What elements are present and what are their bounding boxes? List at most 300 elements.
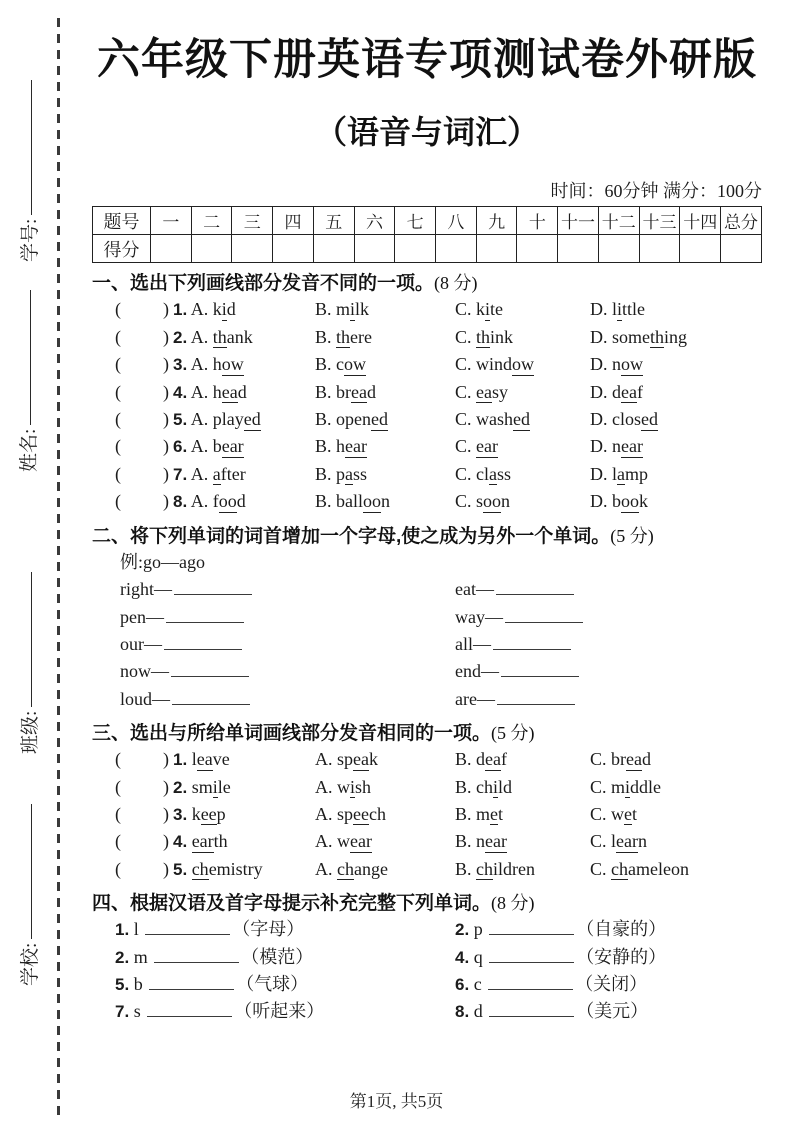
question-row bbox=[92, 406, 762, 433]
option-cell bbox=[315, 801, 455, 828]
class-blank[interactable] bbox=[30, 572, 32, 707]
answer-bracket[interactable]: ( ) bbox=[115, 326, 169, 347]
score-table-score-row bbox=[93, 235, 762, 263]
underlined-letters: ch bbox=[337, 858, 354, 879]
question-number: 5. bbox=[173, 859, 188, 879]
option-word: deaf bbox=[612, 381, 643, 402]
answer-blank[interactable] bbox=[147, 1014, 232, 1017]
underlined-letters: ch bbox=[611, 858, 629, 879]
option-cell bbox=[455, 461, 590, 488]
stem-word: keep bbox=[191, 803, 226, 824]
option-cell bbox=[590, 296, 762, 323]
option-D: D. book bbox=[590, 491, 648, 512]
option-word: book bbox=[612, 491, 648, 512]
word-prompt-cell bbox=[120, 576, 455, 603]
answer-blank[interactable] bbox=[489, 932, 574, 935]
option-cell bbox=[455, 856, 590, 883]
option-word: bread bbox=[336, 381, 376, 402]
question-number: 2. bbox=[455, 920, 470, 940]
question-stem-cell bbox=[115, 324, 315, 351]
answer-blank[interactable] bbox=[489, 960, 574, 963]
score-cell[interactable] bbox=[721, 235, 762, 263]
section-1-heading bbox=[92, 271, 762, 296]
section-2-heading-text: 二、将下列单词的词首增加一个字母,使之成为另外一个单词。 bbox=[92, 525, 611, 547]
score-table-question-cell: 三 bbox=[232, 207, 273, 235]
option-C: C. window bbox=[455, 354, 535, 375]
score-table-question-cell: 八 bbox=[436, 207, 477, 235]
fill-word-item: 2. p （自豪的） bbox=[455, 919, 667, 940]
option-word: bear bbox=[212, 436, 244, 457]
option-C: C. think bbox=[455, 326, 514, 347]
question-stem-cell bbox=[115, 433, 315, 460]
question-stem-cell bbox=[115, 746, 315, 773]
fill-word-row bbox=[92, 971, 762, 998]
question-number: 4. bbox=[173, 832, 188, 852]
score-table-question-cell: 十四 bbox=[680, 207, 721, 235]
word-pair-row bbox=[92, 658, 762, 685]
answer-bracket[interactable]: ( ) bbox=[115, 463, 169, 484]
option-cell bbox=[590, 801, 762, 828]
option-B: B. child bbox=[455, 776, 513, 797]
option-cell bbox=[315, 856, 455, 883]
score-table bbox=[92, 206, 762, 263]
question-number: 2. bbox=[115, 947, 130, 967]
question-stem-cell bbox=[115, 801, 315, 828]
option-cell bbox=[315, 828, 455, 855]
option-A: A. bear bbox=[190, 436, 244, 457]
answer-blank[interactable] bbox=[496, 592, 574, 595]
underlined-letters: ed bbox=[371, 409, 389, 430]
question-stem-cell bbox=[115, 351, 315, 378]
underlined-letters: ow bbox=[621, 354, 643, 375]
answer-blank[interactable] bbox=[154, 960, 239, 963]
option-word: something bbox=[612, 326, 688, 347]
score-table-question-cell: 一 bbox=[151, 207, 192, 235]
option-D: D. little bbox=[590, 299, 646, 320]
word-prompt-cell bbox=[455, 658, 581, 685]
question-number: 2. bbox=[173, 327, 188, 347]
question-number: 8. bbox=[455, 1002, 470, 1022]
answer-bracket[interactable]: ( ) bbox=[115, 354, 169, 375]
score-table-question-cell: 总分 bbox=[721, 207, 762, 235]
underlined-letters: ow bbox=[344, 354, 367, 375]
question-stem-cell bbox=[115, 406, 315, 433]
word-prompt-cell bbox=[455, 576, 576, 603]
option-cell bbox=[590, 774, 762, 801]
option-cell bbox=[315, 461, 455, 488]
score-cell[interactable] bbox=[313, 235, 354, 263]
score-cell[interactable] bbox=[232, 235, 273, 263]
option-B: B. bread bbox=[315, 381, 376, 402]
option-word: head bbox=[212, 381, 247, 402]
score-cell[interactable] bbox=[354, 235, 395, 263]
answer-blank[interactable] bbox=[505, 620, 583, 623]
option-D: D. something bbox=[590, 326, 688, 347]
option-A: A. head bbox=[190, 381, 247, 402]
underlined-letters: i bbox=[350, 299, 356, 320]
option-word: window bbox=[476, 354, 535, 375]
score-table-question-cell: 七 bbox=[395, 207, 436, 235]
question-stem-cell bbox=[115, 774, 315, 801]
underlined-letters: i bbox=[485, 299, 491, 320]
word-prompt: loud— bbox=[120, 688, 171, 709]
underlined-letters: ear bbox=[616, 831, 639, 852]
question-stem-cell bbox=[115, 856, 315, 883]
chinese-hint: （美元） bbox=[576, 1001, 649, 1022]
student-name-label: 姓名: bbox=[18, 428, 40, 472]
word-prompt-cell bbox=[120, 686, 455, 713]
underlined-letters: ow bbox=[221, 354, 244, 375]
score-table-question-row bbox=[93, 207, 762, 235]
answer-bracket[interactable]: ( ) bbox=[115, 776, 169, 797]
option-word: bread bbox=[611, 749, 651, 770]
underlined-letters: ch bbox=[476, 858, 494, 879]
score-table-question-cell: 十二 bbox=[598, 207, 639, 235]
option-C: C. class bbox=[455, 463, 512, 484]
score-cell[interactable] bbox=[680, 235, 721, 263]
score-cell[interactable] bbox=[191, 235, 232, 263]
score-cell[interactable] bbox=[395, 235, 436, 263]
underlined-letters: ea bbox=[626, 749, 642, 770]
option-word: learn bbox=[611, 831, 648, 852]
word-pair-row bbox=[92, 686, 762, 713]
option-cell bbox=[455, 746, 590, 773]
option-cell bbox=[455, 488, 590, 515]
option-word: hear bbox=[336, 436, 367, 457]
option-word: wish bbox=[337, 776, 372, 797]
fill-word-item: 6. c （关闭） bbox=[455, 973, 648, 994]
answer-blank[interactable] bbox=[488, 987, 573, 990]
underlined-letters: ear bbox=[476, 436, 498, 457]
option-word: met bbox=[476, 803, 504, 824]
word-prompt: are— bbox=[455, 688, 495, 709]
option-cell bbox=[455, 379, 590, 406]
word-prompt-cell bbox=[455, 631, 573, 658]
page-subtitle: （语音与词汇） bbox=[314, 114, 539, 151]
underlined-letters: oo bbox=[621, 491, 639, 512]
question-stem-cell bbox=[115, 488, 315, 515]
student-id-label: 学号: bbox=[19, 218, 41, 262]
question-row bbox=[92, 774, 762, 801]
question-row bbox=[92, 801, 762, 828]
section-3-heading bbox=[92, 721, 762, 746]
option-D: D. now bbox=[590, 354, 643, 375]
section-1-points: (8 分) bbox=[434, 273, 478, 294]
question-row bbox=[92, 433, 762, 460]
section-3 bbox=[92, 721, 762, 883]
answer-blank[interactable] bbox=[145, 932, 230, 935]
option-A: A. played bbox=[190, 409, 261, 430]
underlined-letters: ee bbox=[353, 803, 369, 824]
option-cell bbox=[455, 828, 590, 855]
underlined-letters: ea bbox=[476, 381, 492, 402]
option-cell bbox=[590, 746, 762, 773]
score-table-header-cell: 得分 bbox=[93, 235, 151, 263]
option-word: chameleon bbox=[611, 858, 689, 879]
question-row bbox=[92, 296, 762, 323]
score-table-question-cell: 四 bbox=[273, 207, 314, 235]
answer-bracket[interactable]: ( ) bbox=[115, 381, 169, 402]
option-cell bbox=[455, 433, 590, 460]
word-prompt-cell bbox=[120, 658, 455, 685]
question-row bbox=[92, 379, 762, 406]
score-table-question-cell: 五 bbox=[313, 207, 354, 235]
word-prompt: now— bbox=[120, 661, 169, 682]
stem-word: earth bbox=[191, 831, 228, 852]
option-A: A. wear bbox=[315, 831, 372, 852]
underlined-letters: ear bbox=[485, 831, 507, 852]
option-C: C. easy bbox=[455, 381, 509, 402]
option-cell bbox=[590, 856, 762, 883]
school-label: 学校: bbox=[19, 942, 41, 986]
question-number: 1. bbox=[173, 300, 188, 320]
answer-bracket[interactable]: ( ) bbox=[115, 409, 169, 430]
underlined-letters: i bbox=[212, 776, 218, 797]
section-1-heading-text: 一、选出下列画线部分发音不同的一项。 bbox=[92, 273, 435, 295]
score-cell[interactable] bbox=[476, 235, 517, 263]
option-word: deaf bbox=[476, 749, 507, 770]
score-table-question-cell: 六 bbox=[354, 207, 395, 235]
section-2-points: (5 分) bbox=[610, 525, 654, 546]
option-D: D. closed bbox=[590, 409, 658, 430]
underlined-letters: ed bbox=[243, 409, 261, 430]
question-stem-cell bbox=[115, 461, 315, 488]
option-word: child bbox=[476, 776, 513, 797]
fill-word-item: 2. m （模范） bbox=[115, 946, 314, 967]
word-prompt: right— bbox=[120, 579, 172, 600]
option-D: D. deaf bbox=[590, 381, 643, 402]
underlined-letters: ear bbox=[191, 831, 214, 852]
underlined-letters: ea bbox=[351, 381, 367, 402]
option-A: A. wish bbox=[315, 776, 372, 797]
chinese-hint: （字母） bbox=[232, 919, 305, 940]
word-prompt: all— bbox=[455, 633, 491, 654]
answer-blank[interactable] bbox=[172, 702, 250, 705]
option-word: speak bbox=[337, 749, 378, 770]
option-word: opened bbox=[336, 409, 389, 430]
option-word: thank bbox=[212, 326, 253, 347]
section-1 bbox=[92, 271, 762, 515]
option-cell bbox=[455, 801, 590, 828]
underlined-letters: ear bbox=[621, 436, 643, 457]
underlined-letters: ee bbox=[200, 803, 217, 824]
question-number: 7. bbox=[173, 464, 188, 484]
option-A: A. thank bbox=[190, 326, 253, 347]
option-B: B. deaf bbox=[455, 749, 507, 770]
score-cell[interactable] bbox=[151, 235, 192, 263]
option-cell bbox=[315, 324, 455, 351]
word-prompt: pen— bbox=[120, 606, 164, 627]
answer-bracket[interactable]: ( ) bbox=[115, 299, 169, 320]
word-pair-row bbox=[92, 631, 762, 658]
option-C: C. chameleon bbox=[590, 858, 689, 879]
section-3-heading-text: 三、选出与所给单词画线部分发音相同的一项。 bbox=[92, 723, 492, 745]
answer-bracket[interactable]: ( ) bbox=[115, 803, 169, 824]
option-word: washed bbox=[476, 409, 531, 430]
option-word: pass bbox=[336, 463, 368, 484]
option-D: D. lamp bbox=[590, 463, 649, 484]
answer-bracket[interactable]: ( ) bbox=[115, 491, 169, 512]
option-cell bbox=[455, 296, 590, 323]
score-table-question-cell: 十 bbox=[517, 207, 558, 235]
score-cell[interactable] bbox=[639, 235, 680, 263]
stem-word: chemistry bbox=[191, 858, 263, 879]
answer-bracket[interactable]: ( ) bbox=[115, 749, 169, 770]
option-word: after bbox=[212, 463, 246, 484]
option-C: C. bread bbox=[590, 749, 651, 770]
answer-blank[interactable] bbox=[501, 674, 579, 677]
question-number: 4. bbox=[455, 947, 470, 967]
word-prompt-cell bbox=[455, 686, 577, 713]
student-id-blank[interactable] bbox=[30, 80, 32, 215]
score-cell[interactable] bbox=[517, 235, 558, 263]
score-table-question-cell: 十三 bbox=[639, 207, 680, 235]
option-C: C. ear bbox=[455, 436, 498, 457]
underlined-letters: oo bbox=[483, 491, 502, 512]
score-table-question-cell: 二 bbox=[191, 207, 232, 235]
option-B: B. pass bbox=[315, 463, 368, 484]
option-A: A. food bbox=[190, 491, 246, 512]
option-word: change bbox=[337, 858, 388, 879]
answer-bracket[interactable]: ( ) bbox=[115, 858, 169, 879]
option-cell bbox=[455, 324, 590, 351]
fill-word-row bbox=[92, 916, 762, 943]
option-cell bbox=[590, 433, 762, 460]
answer-blank[interactable] bbox=[166, 620, 244, 623]
underlined-letters: a bbox=[489, 463, 498, 484]
underlined-letters: th bbox=[336, 326, 351, 347]
option-word: milk bbox=[336, 299, 370, 320]
chinese-hint: （自豪的） bbox=[576, 919, 667, 940]
answer-blank[interactable] bbox=[149, 987, 234, 990]
student-id-field bbox=[10, 80, 46, 262]
option-word: kite bbox=[476, 299, 504, 320]
word-prompt: way— bbox=[455, 606, 503, 627]
option-B: B. milk bbox=[315, 299, 370, 320]
option-cell bbox=[315, 746, 455, 773]
chinese-hint: （模范） bbox=[241, 946, 314, 967]
section-4-heading bbox=[92, 891, 762, 916]
answer-blank[interactable] bbox=[493, 647, 571, 650]
chinese-hint: （安静的） bbox=[576, 946, 667, 967]
word-prompt-cell bbox=[455, 604, 585, 631]
question-number: 4. bbox=[173, 382, 188, 402]
option-cell bbox=[315, 351, 455, 378]
option-word: middle bbox=[611, 776, 662, 797]
school-field bbox=[10, 804, 46, 986]
underlined-letters: oo bbox=[363, 491, 382, 512]
option-cell bbox=[315, 488, 455, 515]
school-blank[interactable] bbox=[30, 804, 32, 939]
answer-bracket[interactable]: ( ) bbox=[115, 831, 169, 852]
question-stem-cell bbox=[115, 296, 315, 323]
option-cell bbox=[455, 406, 590, 433]
option-word: soon bbox=[476, 491, 511, 512]
fill-word-item: 1. l （字母） bbox=[115, 919, 305, 940]
underlined-letters: i bbox=[493, 776, 499, 797]
question-number: 2. bbox=[173, 777, 188, 797]
answer-blank[interactable] bbox=[489, 1014, 574, 1017]
score-cell[interactable] bbox=[436, 235, 477, 263]
question-row bbox=[92, 828, 762, 855]
option-B: B. cow bbox=[315, 354, 367, 375]
section-4-points: (8 分) bbox=[491, 893, 535, 914]
answer-blank[interactable] bbox=[174, 592, 252, 595]
underlined-letters: a bbox=[212, 463, 221, 484]
score-cell[interactable] bbox=[598, 235, 639, 263]
answer-blank[interactable] bbox=[171, 674, 249, 677]
underlined-letters: ed bbox=[641, 409, 658, 430]
option-B: B. children bbox=[455, 858, 536, 879]
option-C: C. washed bbox=[455, 409, 531, 430]
answer-blank[interactable] bbox=[497, 702, 575, 705]
word-prompt: end— bbox=[455, 661, 499, 682]
question-number: 8. bbox=[173, 492, 188, 512]
option-A: A. speak bbox=[315, 749, 378, 770]
option-word: near bbox=[612, 436, 643, 457]
option-cell bbox=[590, 324, 762, 351]
page-number: 第1页, 共5页 bbox=[349, 1092, 444, 1111]
score-cell[interactable] bbox=[558, 235, 599, 263]
underlined-letters: th bbox=[650, 326, 665, 347]
option-A: A. change bbox=[315, 858, 388, 879]
option-word: speech bbox=[337, 803, 386, 824]
section-2-example: 例:go—ago bbox=[120, 551, 205, 572]
option-C: C. learn bbox=[590, 831, 648, 852]
question-stem-cell bbox=[115, 828, 315, 855]
fill-word-item: 7. s （听起来） bbox=[115, 1001, 325, 1022]
question-number: 6. bbox=[455, 974, 470, 994]
option-cell bbox=[455, 774, 590, 801]
question-row bbox=[92, 324, 762, 351]
underlined-letters: oo bbox=[218, 491, 237, 512]
score-cell[interactable] bbox=[273, 235, 314, 263]
option-cell bbox=[315, 433, 455, 460]
stem-word: leave bbox=[191, 749, 230, 770]
underlined-letters: ow bbox=[512, 354, 535, 375]
question-number: 3. bbox=[173, 804, 188, 824]
underlined-letters: ea bbox=[353, 749, 369, 770]
option-word: closed bbox=[612, 409, 658, 430]
answer-blank[interactable] bbox=[164, 647, 242, 650]
option-cell bbox=[590, 461, 762, 488]
option-cell bbox=[315, 296, 455, 323]
word-pair-row bbox=[92, 604, 762, 631]
student-name-blank[interactable] bbox=[29, 290, 31, 425]
option-B: B. balloon bbox=[315, 491, 391, 512]
option-C: C. wet bbox=[590, 803, 638, 824]
option-word: lamp bbox=[612, 463, 649, 484]
chinese-hint: （气球） bbox=[236, 973, 309, 994]
underlined-letters: i bbox=[350, 776, 356, 797]
option-D: D. near bbox=[590, 436, 643, 457]
option-B: B. near bbox=[455, 831, 507, 852]
answer-bracket[interactable]: ( ) bbox=[115, 436, 169, 457]
option-cell bbox=[590, 406, 762, 433]
fill-word-row bbox=[92, 998, 762, 1025]
option-cell bbox=[455, 351, 590, 378]
underlined-letters: ed bbox=[513, 409, 531, 430]
option-word: now bbox=[612, 354, 643, 375]
option-word: played bbox=[212, 409, 261, 430]
question-number: 3. bbox=[173, 355, 188, 375]
underlined-letters: ea bbox=[221, 381, 238, 402]
option-word: near bbox=[476, 831, 507, 852]
question-row bbox=[92, 461, 762, 488]
fill-word-row bbox=[92, 944, 762, 971]
option-word: little bbox=[612, 299, 646, 320]
option-B: B. met bbox=[455, 803, 504, 824]
